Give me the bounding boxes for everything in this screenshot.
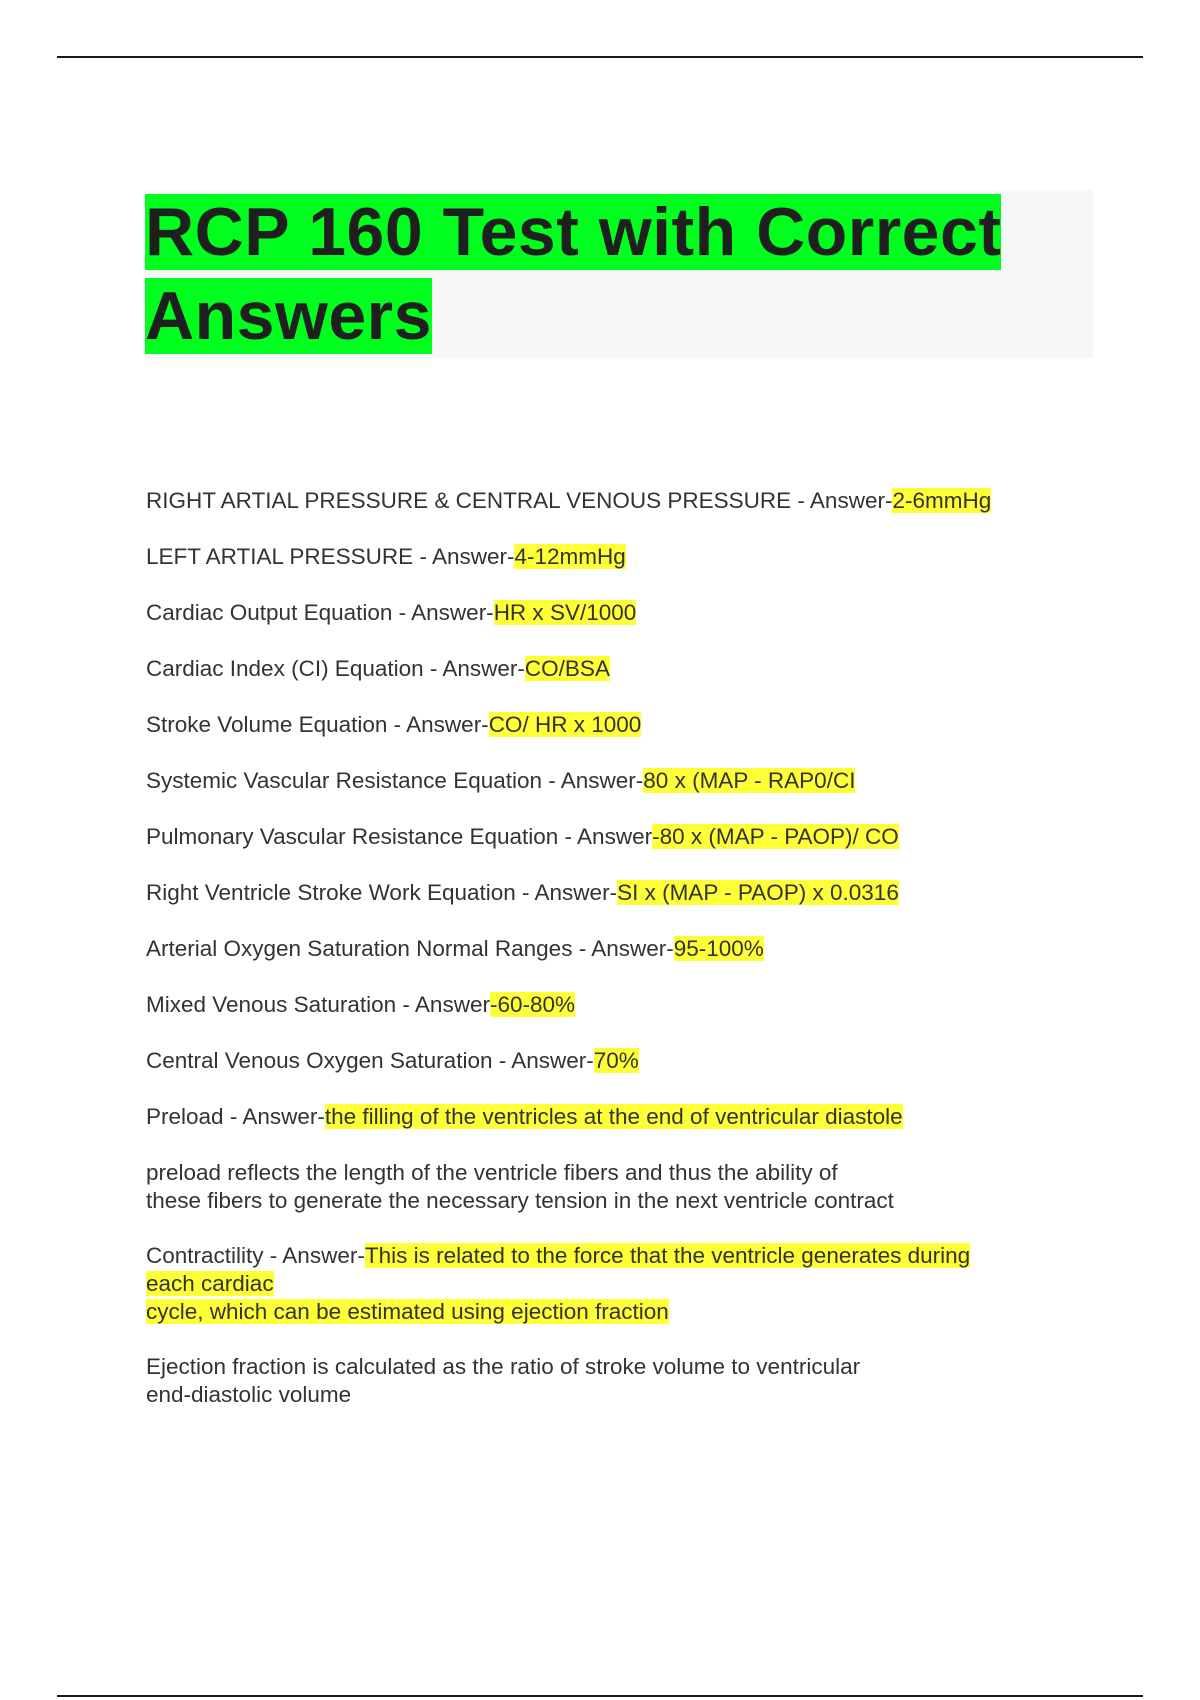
answer-line-1: This is related to the force that the ventricle generates during: [364, 1243, 971, 1268]
answer: 4-12mmHg: [514, 544, 626, 569]
title-block: [145, 190, 1093, 358]
title-line-2: Answers: [145, 278, 432, 354]
question: RIGHT ARTIAL PRESSURE & CENTRAL VENOUS PRESSURE: [146, 488, 792, 513]
answer-separator: - Answer: [558, 824, 653, 849]
answer: 80 x (MAP - RAP0/CI: [643, 768, 856, 793]
answer: 2-6mmHg: [892, 488, 992, 513]
preload-note-line-2: these fibers to generate the necessary tension in the next ventricle contract: [146, 1188, 894, 1213]
qa-item: [146, 935, 1086, 963]
answer-line-2: each cardiac: [146, 1271, 274, 1296]
answer-separator: - Answer-: [387, 712, 489, 737]
question: Right Ventricle Stroke Work Equation: [146, 880, 516, 905]
answer-separator: - Answer-: [423, 656, 525, 681]
answer: CO/ HR x 1000: [488, 712, 642, 737]
answer: -60-80%: [489, 992, 575, 1017]
question: Arterial Oxygen Saturation Normal Ranges: [146, 936, 573, 961]
answer-separator: - Answer-: [542, 768, 644, 793]
answer: the filling of the ventricles at the end of ventricular diastole: [324, 1104, 903, 1129]
answer-separator: - Answer: [396, 992, 490, 1017]
question: Stroke Volume Equation: [146, 712, 388, 737]
answer-separator: - Answer-: [572, 936, 674, 961]
qa-item: [146, 711, 1086, 739]
qa-item: [146, 599, 1086, 627]
question: Contractility: [146, 1243, 264, 1268]
qa-item: [146, 823, 1086, 851]
answer-separator: - Answer-: [515, 880, 618, 905]
question: Pulmonary Vascular Resistance Equation: [146, 824, 559, 849]
question: Cardiac Index (CI) Equation: [146, 656, 424, 681]
qa-item-contractility: [146, 1242, 1086, 1326]
answer: 95-100%: [673, 936, 764, 961]
answer: SI x (MAP - PAOP) x 0.0316: [617, 880, 899, 905]
answer-separator: - Answer-: [413, 544, 515, 569]
title-line-1: RCP 160 Test with Correct: [145, 194, 1002, 270]
question: Systemic Vascular Resistance Equation: [146, 768, 543, 793]
question: Mixed Venous Saturation: [146, 992, 397, 1017]
qa-item: [146, 991, 1086, 1019]
qa-list: [146, 487, 1086, 1436]
qa-item: [146, 767, 1086, 795]
answer-separator: - Answer-: [392, 600, 494, 625]
question: Cardiac Output Equation: [146, 600, 393, 625]
qa-item: [146, 655, 1086, 683]
question: LEFT ARTIAL PRESSURE: [146, 544, 414, 569]
answer: 70%: [593, 1048, 639, 1073]
answer-separator: - Answer-: [263, 1243, 365, 1268]
top-rule: [57, 56, 1143, 58]
qa-item: [146, 879, 1086, 907]
bottom-rule: [57, 1695, 1143, 1697]
ejection-note-line-1: Ejection fraction is calculated as the ratio of stroke volume to ventricular: [146, 1354, 861, 1379]
answer: -80 x (MAP - PAOP)/ CO: [652, 824, 899, 849]
qa-item: [146, 487, 1086, 515]
question: Central Venous Oxygen Saturation: [146, 1048, 493, 1073]
qa-item: [146, 1103, 1086, 1131]
preload-note: [146, 1159, 1086, 1215]
ejection-note-line-2: end-diastolic volume: [146, 1382, 352, 1407]
answer: HR x SV/1000: [493, 600, 637, 625]
ejection-note: [146, 1353, 1086, 1409]
preload-note-line-1: preload reflects the length of the ventricle fibers and thus the ability of: [146, 1160, 838, 1185]
qa-item: [146, 543, 1086, 571]
answer-separator: - Answer-: [791, 488, 893, 513]
question: Preload: [146, 1104, 224, 1129]
answer-separator: - Answer-: [223, 1104, 325, 1129]
qa-item: [146, 1047, 1086, 1075]
answer-line-3: cycle, which can be estimated using ejection fraction: [146, 1299, 669, 1324]
page-title: [145, 190, 1093, 358]
answer-separator: - Answer-: [492, 1048, 594, 1073]
answer: CO/BSA: [524, 656, 610, 681]
